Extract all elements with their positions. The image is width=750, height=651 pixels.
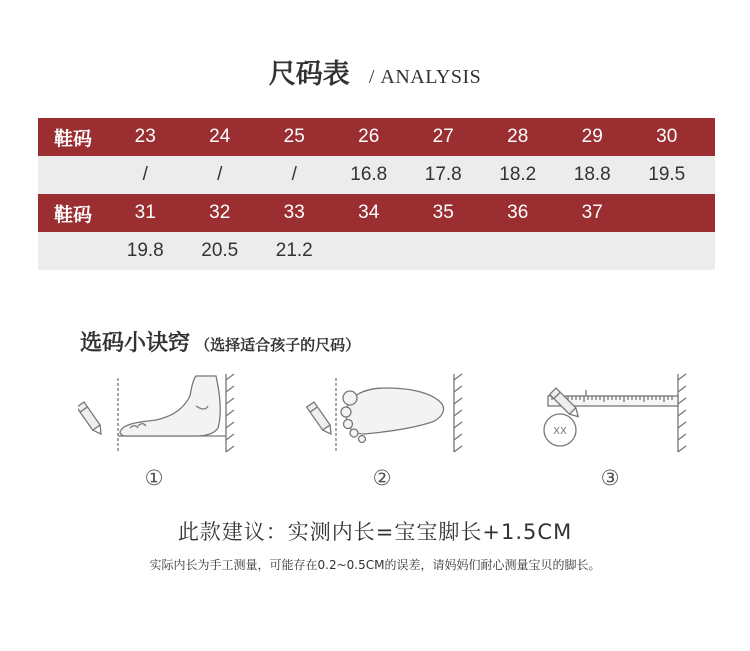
size-table-1 bbox=[38, 118, 715, 194]
length-cell: / bbox=[142, 164, 148, 185]
ruler-measure-icon bbox=[530, 370, 710, 470]
size-cell: 31 bbox=[134, 202, 156, 223]
size-cell: 35 bbox=[432, 202, 454, 223]
svg-text:XX: XX bbox=[553, 426, 567, 437]
length-cell: 18.8 bbox=[573, 164, 611, 185]
length-cell: 18.2 bbox=[499, 164, 537, 185]
size-cell: 28 bbox=[507, 126, 529, 147]
tips-subtitle: （选择适合孩子的尺码） bbox=[195, 336, 361, 354]
length-cell: 21.2 bbox=[275, 240, 313, 261]
length-row bbox=[38, 156, 715, 194]
size-cell: 37 bbox=[581, 202, 603, 223]
tips-heading bbox=[80, 326, 360, 357]
length-cell: 16.8 bbox=[350, 164, 388, 185]
size-table-2 bbox=[38, 194, 715, 270]
length-cell: / bbox=[291, 164, 297, 185]
size-cell: 23 bbox=[134, 126, 156, 147]
length-row bbox=[38, 232, 715, 270]
row-label: 鞋码 bbox=[53, 127, 92, 150]
size-cell: 26 bbox=[358, 126, 380, 147]
step-number-3: ③ bbox=[600, 466, 620, 490]
step-number-1: ① bbox=[144, 466, 164, 490]
measurement-note: 实际内长为手工测量，可能存在0.2~0.5CM的误差，请妈妈们耐心测量宝贝的脚长。 bbox=[149, 558, 601, 572]
size-cell: 29 bbox=[581, 126, 603, 147]
row-label: 鞋码 bbox=[53, 203, 92, 226]
size-cell: 32 bbox=[209, 202, 231, 223]
size-cell: 36 bbox=[507, 202, 529, 223]
page-title bbox=[0, 52, 750, 91]
size-header-row bbox=[38, 118, 715, 156]
title-chinese: 尺码表 bbox=[268, 59, 350, 90]
foot-top-measure-icon bbox=[306, 370, 486, 470]
length-cell: 17.8 bbox=[424, 164, 462, 185]
size-header-row bbox=[38, 194, 715, 232]
size-cell: 30 bbox=[656, 126, 678, 147]
sizing-advice: 此款建议：实测内长=宝宝脚长+1.5CM bbox=[177, 520, 573, 544]
length-cell: 20.5 bbox=[201, 240, 239, 261]
length-cell: 19.8 bbox=[126, 240, 164, 261]
length-cell: / bbox=[217, 164, 223, 185]
size-cell: 27 bbox=[432, 126, 454, 147]
size-cell: 24 bbox=[209, 126, 231, 147]
step-number-2: ② bbox=[372, 466, 392, 490]
foot-side-measure-icon bbox=[78, 370, 258, 470]
size-cell: 34 bbox=[358, 202, 380, 223]
length-cell: 19.5 bbox=[648, 164, 686, 185]
tips-title: 选码小诀窍 bbox=[80, 330, 191, 356]
title-english: / ANALYSIS bbox=[368, 66, 482, 88]
size-cell: 25 bbox=[283, 126, 305, 147]
size-cell: 33 bbox=[283, 202, 305, 223]
